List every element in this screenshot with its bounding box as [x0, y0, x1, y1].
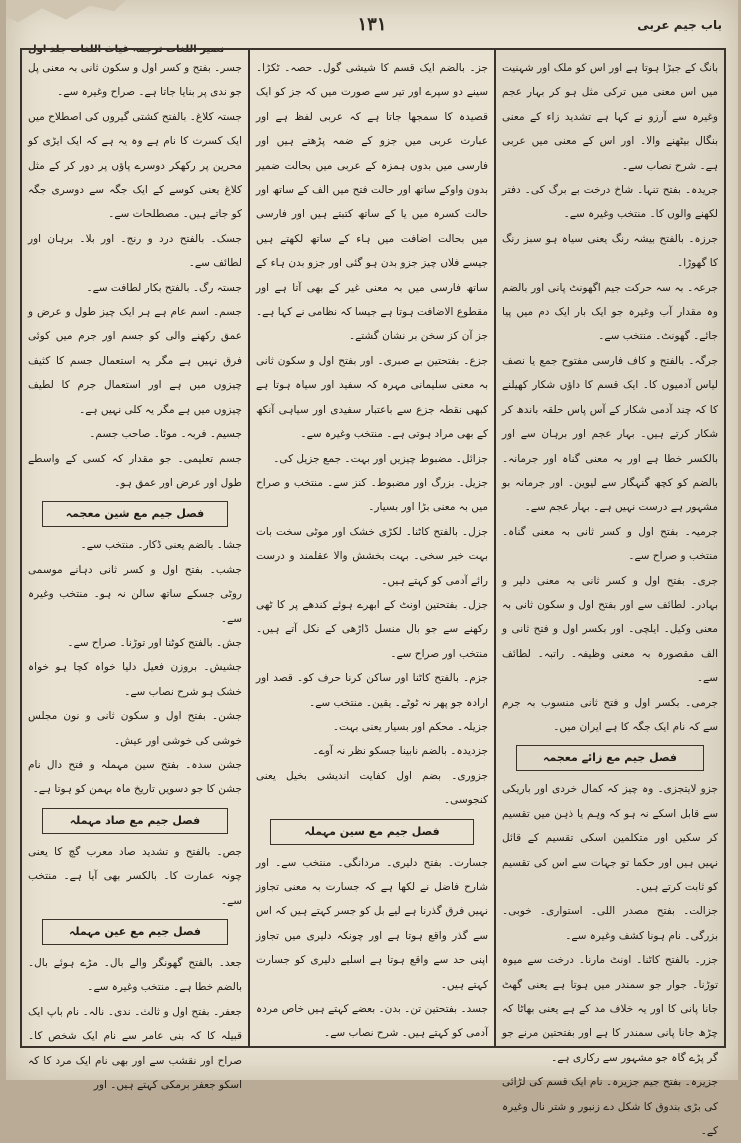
dictionary-entry: جزل۔ بالفتح کاٹنا۔ لکڑی خشک اور موٹی سخت بات بہت خیر سخی۔ بہت بخشش والا عقلمند و درست رائے آدمی کو کہتے ہیں۔: [256, 525, 488, 587]
dictionary-entry: جزم۔ بالفتح کاٹنا اور ساکن کرنا حرف کو۔ قصد اور ارادہ جو پھر نہ ٹوٹے۔ یقین۔ منتخب سے۔: [256, 672, 488, 709]
dictionary-entry: جزیرہ۔ بفتح جیم جزیرہ۔ نام ایک قسم کی لڑائی کی بڑی بندوق کا شکل دے زنبور و شتر نال وغیرہ کے۔: [502, 1076, 718, 1138]
dictionary-entry: بانگ کے جبڑا ہوتا ہے اور اس کو ملک اور شہنیت میں اس معنی میں ترکی مثل ہو کر بہار عجم وغیرہ سے آرزو نے کہا ہے تشدید زاء کے معنی بنگال بیٹھنے والا۔ اور اس کے معنی میں عربی ہے۔ شرح نصاب سے۔: [502, 62, 718, 172]
section-heading: فصل جیم مع زائے معجمہ: [516, 745, 704, 771]
dictionary-entry: جستہ کلاغ۔ بالفتح کشتی گیروں کی اصطلاح میں ایک کسرت کا نام ہے وہ یہ ہے کہ ایک ایڑی کو محرین پر رکھکر دوسرے پاؤں پر دور کر کے مثل کلاغ یعنی کوسے کے ایک جگہ سے دوسری جگہ کو جاتے ہیں۔ مصطلحات سے۔: [28, 110, 242, 221]
page-number: ۱۳۱: [357, 14, 387, 35]
dictionary-entry: جزیلہ۔ محکم اور بسیار یعنی بہت۔: [332, 720, 488, 733]
dictionary-entry: جزالت۔ بفتح مصدر اللی۔ استواری۔ خوبی۔ بزرگی۔ نام ہونا کشف وغیرہ سے۔: [502, 905, 718, 942]
dictionary-entry: جرعہ۔ بہ سہ حرکت جیم اگھونٹ پانی اور بالضم وہ مقدار آب وغیرہ جو ایک بار ایک دم میں پیا جائے۔ گھونٹ۔ منتخب سے۔: [502, 281, 718, 343]
dictionary-entry: جش۔ بالفتح کوٹنا اور توڑنا۔ صراح سے۔: [67, 636, 242, 649]
column-middle: [250, 50, 496, 1046]
dictionary-entry: جزدیدہ۔ بالضم نابینا جسکو نظر نہ آوے۔: [312, 745, 488, 758]
dictionary-entry: جرمیہ۔ بفتح اول و کسر ثانی بہ معنی گناہ۔ منتخب و صراح سے۔: [502, 525, 718, 563]
section-heading: فصل جیم مع عین مہملہ: [42, 919, 228, 945]
dictionary-entry: جسم۔ اسم عام ہے ہر ایک چیز طول و عرض و عمق رکھنے والی کو جسم اور جرم میں کوئی فرق نہیں ہے مگر یہ استعمال جسم کا کثیف چیزوں میں ہے اور استعمال جرم کا لطیف چیزوں میں ہے مگر یہ کلی نہیں ہے۔: [28, 306, 242, 416]
running-title-right: باب جیم عربی: [637, 18, 722, 32]
dictionary-entry: جرگہ۔ بالفتح و کاف فارسی مفتوح جمع یا نصف لیاس آدمیوں کا۔ ایک قسم کا داؤں شکار کھیلنے کا کہ چند آدمی شکار کے آس پاس حلقہ باندھ کر شکار کرتے ہیں۔ بہار عجم اور برہان سے اور بالکسر خطا ہے اور بہ معنی گناہ اور جرمانہ۔ بالضم کو کچھ گنہگار سے لیوین۔ اور جرمانہ بو مشہور ہے درست نہیں ہے۔ بہار عجم سے۔: [502, 354, 718, 514]
dictionary-entry: جسک۔ بالفتح درد و رنج۔ اور بلا۔ برہان اور لطائف سے۔: [28, 232, 242, 270]
dictionary-entry: جزوری۔ بضم اول کفایت اندیشی بخیل یعنی کنجوسی۔: [256, 769, 488, 807]
dictionary-entry: جص۔ بالفتح و تشدید صاد معرب گچ کا یعنی چونہ عمارت کا۔ بالکسر بھی آیا ہے۔ منتخب سے۔: [28, 845, 242, 907]
page-header: [6, 10, 738, 55]
dictionary-entry: جشن۔ بفتح اول و سکون ثانی و نون مجلس خوشی کی خوشی اور عیش۔: [28, 710, 242, 747]
document-page: [6, 0, 738, 1138]
dictionary-entry: جزر۔ بالفتح کاٹنا۔ اونٹ مارنا۔ درخت سے میوہ توڑنا۔ جوار جو سمندر میں ہوتا ہے یعنی گھٹ جانا پانی کا اور یہ خلاف مد کے ہے یعنی بھاٹا کہ چڑھ جانا پانی سمندر کا ہے اور بفتحتین مرنے جو گر پڑے گاہ جو مشہور سے رکاری ہے۔: [502, 954, 718, 1064]
section-heading: فصل جیم مع صاد مہملہ: [42, 808, 228, 834]
dictionary-entry: جعد۔ بالفتح گھونگر والے بال۔ مڑے ہوئے بال۔ بالضم خطا ہے۔ منتخب وغیرہ سے۔: [28, 957, 242, 994]
dictionary-entry: جری۔ بفتح اول و کسر ثانی بہ معنی دلیر و بہادر۔ لطائف سے اور بفتح اول و سکون ثانی بہ معنی وکیل۔ ایلچی۔ اور بکسر اول و فتح ثانی و الف مقصورہ بہ معنی وظیفہ۔ راتبہ۔ لطائف سے۔: [502, 574, 718, 685]
dictionary-entry: جریدہ۔ بفتح تنہا۔ شاخ درخت بے برگ کی۔ دفتر لکھنے والوں کا۔ منتخب وغیرہ سے۔: [502, 184, 718, 221]
dictionary-entry: جشیش۔ بروزن فعیل دلیا خواہ کچا ہو خواہ خشک ہو شرح نصاب سے۔: [28, 661, 242, 698]
dictionary-entry: جسر۔ بفتح و کسر اول و سکون ثانی بہ معنی پل جو ندی پر بنایا جاتا ہے۔ صراح وغیرہ سے۔: [28, 62, 242, 99]
running-title-left: نصیر اللغات ترجمہ غیاث اللغات جلد اول: [28, 44, 225, 55]
dictionary-entry: جسد۔ بفتحتین تن۔ بدن۔ بعضے کہتے ہیں خاص مردہ آدمی کو کہتے ہیں۔ شرح نصاب سے۔: [256, 1003, 488, 1040]
dictionary-entry: جشن سدہ۔ بفتح سین مہملہ و فتح دال نام جشن کا جو دسویں تاریخ ماہ بہمن کو ہوتا ہے۔: [28, 758, 242, 796]
dictionary-entry: جز۔ بالضم ایک قسم کا شیشی گول۔ حصہ۔ ٹکڑا۔ سینے دو سپرے اور تیر سے صورت میں کہ جز کو ایک قصیدہ کا سمجھا جاتا ہے کہ عربی لفظ ہے اور عبارت عربی میں جزو کے ضمہ پڑھتے ہیں اور فارسی میں بدوں ہمزہ کے عربی میں بحالت ضمیر بدون واوکے ساتھ اور حالت فتح میں الف کے ساتھ اور حالت کسرہ میں یا کے ساتھ کتبتے ہیں اور فارسی میں بحالت اضافت میں ہاء کے ساتھ لکھتے ہیں جیسے فلاں چیز جزو بدن ہو گئی اور جزو بدن ہاء کے ساتھ فارسی میں بہ معنی غیر کے بھی آتا ہے اور مقطوع الاضافت ہوتا ہے جیسا کہ نظامی نے کہا ہے۔ جز آن کز سخن بر نشان گشتے۔: [256, 62, 488, 343]
dictionary-entry: جشب۔ بفتح اول و کسر ثانی دہانے موسمی روٹی جسکے ساتھ سالن نہ ہو۔ منتخب وغیرہ سے۔: [28, 563, 242, 625]
dictionary-entry: جسم تعلیمی۔ جو مقدار کہ کسی کے واسطے طول اور عرض اور عمق ہو۔: [28, 452, 242, 489]
dictionary-entry: جرزہ۔ بالفتح بیشہ رنگ یعنی سیاہ ہو سبز رنگ کا گھوڑا۔: [502, 232, 718, 270]
dictionary-entry: جسیم۔ فربہ۔ موٹا۔ صاحب جسم۔: [89, 428, 242, 441]
dictionary-entry: جرمی۔ بکسر اول و فتح ثانی منسوب بہ جرم سے کہ نام ایک جگہ کا ہے ایران میں۔: [502, 696, 718, 733]
dictionary-entry: جزع۔ بفتحتین بے صبری۔ اور بفتح اول و سکون ثانی بہ معنی سلیمانی مہرہ کہ سفید اور سیاہ ہوتا ہے کبھی نقطہ جزع سے باعتبار سفیدی اور سیاہی آنکھ کے بھی مراد ہوتی ہے۔ منتخب وغیرہ سے۔: [256, 354, 488, 441]
dictionary-entry: جزل۔ بفتحتین اونٹ کے ابھرے ہوئے کندھے پر کا ٹھی رکھنے سے جو بال منسل ڈاڑھی کے نکل آتے ہیں۔ منتخب اور صراح سے۔: [256, 598, 488, 660]
column-left: [22, 50, 250, 1092]
dictionary-entry: جسارت۔ بفتح دلیری۔ مردانگی۔ منتخب سے۔ اور شارح فاضل نے لکھا ہے کہ جسارت بہ معنی تجاوز نہیں فرق گذرنا ہے لیے بل کو جسر کہتے ہیں کہ اس سے گذر واقع ہوتا ہے اور چونکہ دلیری میں تجاوز اپنی حد سے واقع ہوتا ہے اسلیے دلیری کو جسارت کہتے ہیں۔: [256, 856, 488, 991]
column-right: [496, 50, 724, 1138]
dictionary-entry: جشا۔ بالضم یعنی ڈکار۔ منتخب سے۔: [80, 539, 242, 552]
dictionary-entry: جزائل۔ مضبوط چیزیں اور بہت۔ جمع جزیل کی۔: [273, 452, 488, 465]
section-heading: فصل جیم مع شین معجمہ: [42, 501, 228, 527]
dictionary-entry: جستہ رگ۔ بالفتح بکار لطافت سے۔: [86, 281, 242, 294]
dictionary-columns: [20, 48, 726, 1138]
section-heading: فصل جیم مع سین مہملہ: [270, 819, 474, 845]
dictionary-entry: جزو لایتجزی۔ وہ چیز کہ کمال خردی اور باریکی سے قابل اسکے نہ ہو کہ وہم یا ذہن میں تقسیم کر سکیں اور متکلمین اسکی تقسیم کے قائل نہیں ہیں اور حکما تو جہات سے اس کی تقسیم کو ثابت کرتے ہیں۔: [502, 783, 718, 893]
dictionary-entry: جعفر۔ بفتح اول و ثالث۔ ندی۔ نالہ۔ نام باپ ایک قبیلہ کا کہ بنی عامر سے نام ایک شخص کا۔ صراح اور نقشب سے اور بھی نام ایک مرد کا کہ اسکو جعفر برمکی کہتے ہیں۔ اور: [28, 1005, 242, 1092]
dictionary-entry: جزیل۔ بزرگ اور مضبوط۔ کنز سے۔ منتخب و صراح میں بہ معنی بڑا اور بسیار۔: [256, 476, 488, 514]
